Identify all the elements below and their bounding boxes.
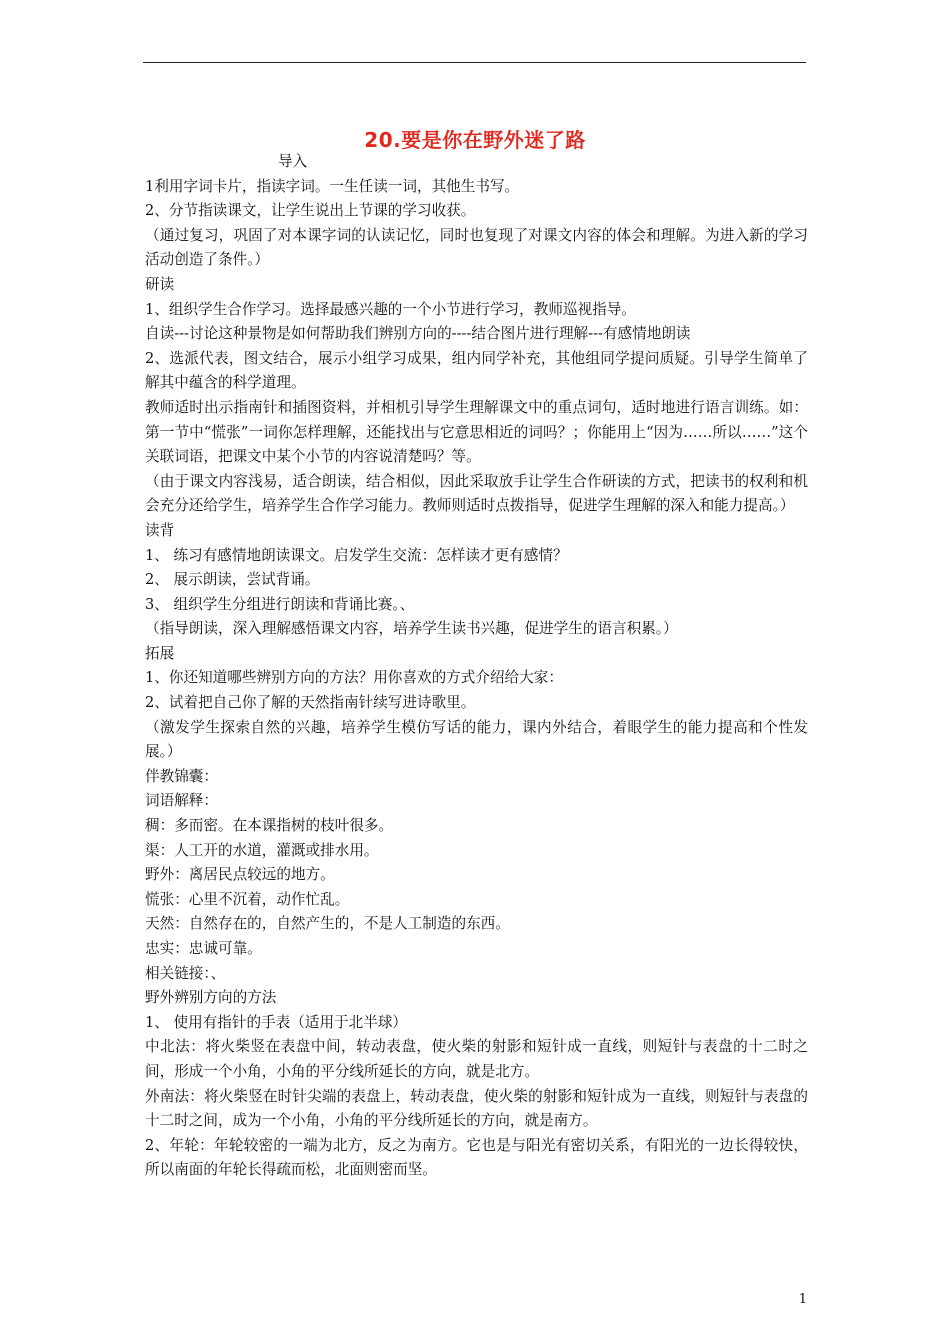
paragraph: （通过复习，巩固了对本课字词的认读记忆，同时也复现了对课文内容的体会和理解。为进入新的学习活动创造了条件。） (145, 226, 808, 269)
paragraph: （由于课文内容浅易，适合朗读，结合相似，因此采取放手让学生合作研读的方式，把读书的权利和机会充分还给学生，培养学生合作学习能力。教师则适时点拨指导，促进学生理解的深入和能力提高。） (145, 472, 808, 515)
paragraph: （指导朗读，深入理解感悟课文内容，培养学生读书兴趣，促进学生的语言积累。） (145, 620, 678, 638)
paragraph: 中北法：将火柴竖在表盘中间，转动表盘，使火柴的射影和短针成一直线，则短针与表盘的十二时之间，形成一个小角，小角的平分线所延长的方向，就是北方。 (145, 1038, 808, 1080)
paragraph: 外南法：将火柴竖在时针尖端的表盘上，转动表盘，使火柴的射影和短针成为一直线，则短针与表盘的十二时之间，成为一个小角，小角的平分线所延长的方向，就是南方。 (145, 1087, 808, 1130)
definition: 天然：自然存在的，自然产生的，不是人工制造的东西。 (145, 915, 510, 933)
document-body (145, 150, 808, 1183)
section-heading: 读背 (145, 521, 175, 539)
definition: 野外：离居民点较远的地方。 (145, 866, 335, 884)
paragraph: 2、分节指读课文，让学生说出上节课的学习收获。 (145, 202, 476, 220)
paragraph: 自读---讨论这种景物是如何帮助我们辨别方向的----结合图片进行理解---有感情地朗读 (145, 325, 691, 343)
paragraph: 1利用字词卡片，指读字词。一生任读一词，其他生书写。 (145, 177, 520, 195)
section-heading: 研读 (145, 275, 175, 293)
page-number: 1 (798, 1292, 807, 1307)
paragraph: 2、选派代表，图文结合，展示小组学习成果，组内同学补充，其他组同学提问质疑。引导学生简单了解其中蕴含的科学道理。 (145, 349, 808, 392)
definition: 忠实：忠诚可靠。 (145, 940, 262, 957)
list-item: 1、 使用有指针的手表（适用于北半球） (145, 1013, 408, 1031)
section-heading: 伴教锦囊： (145, 767, 218, 785)
paragraph: 1、你还知道哪些辨别方向的方法？用你喜欢的方式介绍给大家： (145, 669, 563, 687)
paragraph: 教师适时出示指南针和插图资料，并相机引导学生理解课文中的重点词句，适时地进行语言训练。如：第一节中“慌张”一词你怎样理解，还能找出与它意思相近的词吗？；你能用上“因为……所以……”这个关联词语，把课文中某个小节的内容说清楚吗？等。 (145, 398, 808, 466)
list-item: 2、 展示朗读，尝试背诵。 (145, 571, 320, 589)
definition: 稠：多而密。在本课指树的枝叶很多。 (145, 817, 394, 835)
list-item: 1、 练习有感情地朗读课文。启发学生交流：怎样读才更有感情？ (145, 546, 568, 564)
header-rule (143, 62, 806, 63)
section-heading: 野外辨别方向的方法 (145, 989, 277, 1007)
definition: 慌张：心里不沉着，动作忙乱。 (145, 890, 350, 908)
section-heading: 拓展 (145, 644, 175, 662)
paragraph: （激发学生探索自然的兴趣，培养学生模仿写话的能力，课内外结合，着眼学生的能力提高和个性发展。） (145, 718, 808, 761)
section-heading: 相关链接：、 (145, 964, 226, 982)
document-title: 20.要是你在野外迷了路 (364, 128, 586, 152)
list-item: 3、 组织学生分组进行朗读和背诵比赛。、 (145, 595, 415, 613)
paragraph: 1、组织学生合作学习。选择最感兴趣的一个小节进行学习，教师巡视指导。 (145, 300, 636, 318)
definition: 渠：人工开的水道，灌溉或排水用。 (145, 841, 379, 859)
section-heading-intro: 导入 (278, 153, 308, 170)
paragraph: 2、试着把自己你了解的天然指南针续写进诗歌里。 (145, 694, 476, 712)
paragraph: 2、年轮：年轮较密的一端为北方，反之为南方。它也是与阳光有密切关系，有阳光的一边长得较快，所以南面的年轮长得疏而松，北面则密而坚。 (145, 1136, 808, 1179)
section-heading: 词语解释： (145, 792, 218, 810)
